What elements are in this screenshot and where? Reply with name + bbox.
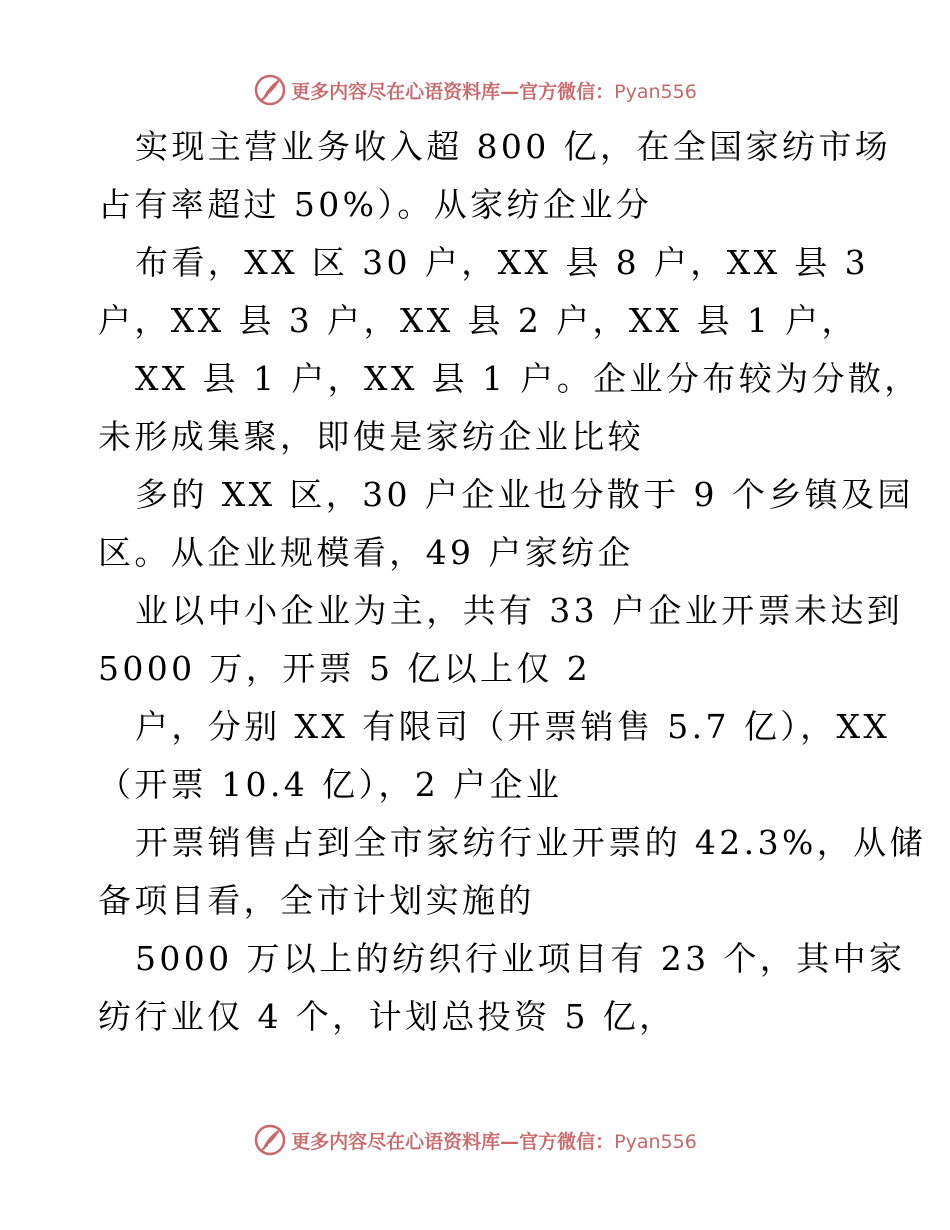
body-line: 布看，XX 区 30 户，XX 县 8 户，XX 县 3 [135,243,870,282]
body-line: 户，XX 县 3 户，XX 县 2 户，XX 县 1 户， [98,301,858,340]
banner-text [291,77,697,104]
body-line: XX 县 1 户，XX 县 1 户。企业分布较为分散， [135,359,921,398]
header-banner [0,70,950,110]
wechat-id: Pyan556 [614,80,697,103]
banner-text [291,1127,697,1154]
wechat-id: Pyan556 [614,1130,697,1153]
body-line: 纺行业仅 4 个，计划总投资 5 亿， [98,997,676,1036]
body-line: 开票销售占到全市家纺行业开票的 42.3%，从储 [135,823,926,862]
body-line: 户，分别 XX 有限司（开票销售 5.7 亿），XX [135,707,891,746]
feather-pen-logo-icon [253,1123,287,1157]
banner-label: 更多内容尽在心语资料库—官方微信： [291,80,615,103]
footer-banner [0,1120,950,1160]
body-line: 备项目看，全市计划实施的 [98,881,535,920]
body-line: 5000 万以上的纺织行业项目有 23 个，其中家 [135,939,906,978]
body-line: 业以中小企业为主，共有 33 户企业开票未达到 [135,591,904,630]
body-line: 区。从企业规模看，49 户家纺企 [98,533,634,572]
document-body [98,118,926,1046]
body-line: （开票 10.4 亿），2 户企业 [98,765,563,804]
feather-pen-logo-icon [253,73,287,107]
body-line: 实现主营业务收入超 800 亿，在全国家纺市场 [135,127,892,166]
banner-label: 更多内容尽在心语资料库—官方微信： [291,1130,615,1153]
body-line: 未形成集聚，即使是家纺企业比较 [98,417,644,456]
body-line: 多的 XX 区，30 户企业也分散于 9 个乡镇及园 [135,475,914,514]
body-line: 占有率超过 50%）。从家纺企业分 [98,185,653,224]
body-line: 5000 万，开票 5 亿以上仅 2 [98,649,592,688]
